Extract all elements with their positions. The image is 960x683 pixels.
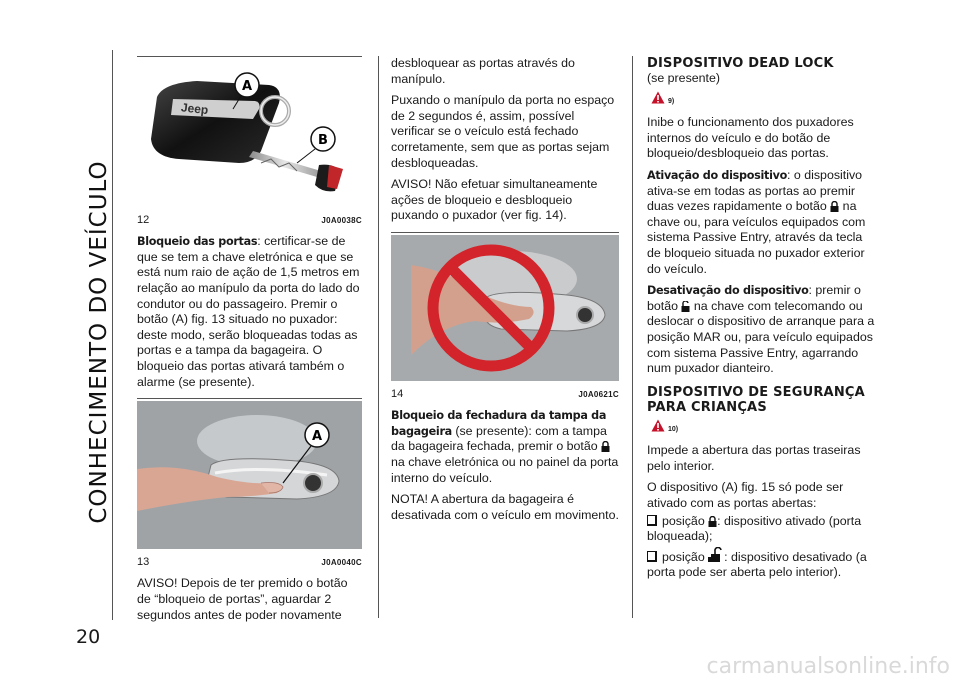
warning-icon <box>651 419 665 432</box>
paragraph-tailgate <box>391 408 619 486</box>
section-heading: DISPOSITIVO DE SEGURANÇA PARA CRIANÇAS <box>647 384 865 415</box>
bullet-item <box>647 547 875 581</box>
paragraph: Impede a abertura das portas traseiras pelo interior. <box>647 443 861 473</box>
watermark: carmanualsonline.info <box>706 654 950 679</box>
bullet-text: : dispositivo ativado (porta bloqueada); <box>647 513 862 544</box>
bullet-text: posição <box>662 549 709 564</box>
lock-icon <box>708 516 717 527</box>
prohibited-handle-image <box>391 235 619 381</box>
figure-caption <box>391 387 619 403</box>
figure-12 <box>137 56 362 228</box>
paragraph-text: : certificar-se de que se tem a chave eletrónica e que se está num raio de ação de 1,5 metros em relação ao manípulo da porta do lado do condutor ou do passageiro. Premir o botão (A) fig. 13 situado no puxador: deste modo, serão bloqueadas todas as portas e a tampa da bagageira. O bloqueio das portas ativará também o alarme (se presente). <box>137 234 360 389</box>
bullet-item <box>647 514 875 545</box>
paragraph-text: : o dispositivo ativa-se em todas as portas ao premir duas vezes rapidamente o botão <box>647 167 863 214</box>
column-divider <box>632 56 633 618</box>
paragraph: Puxando o manípulo da porta no espaço de 2 segundos é, assim, possível verificar se o veículo está fechado corretamente, sem que as portas sejam desbloqueadas. <box>391 93 615 170</box>
figure-number: 14 <box>391 387 404 400</box>
bold-term: Desativação do dispositivo <box>647 284 809 298</box>
bullet-marker <box>647 551 657 562</box>
paragraph: Inibe o funcionamento dos puxadores internos do veículo e do botão de bloqueio/desbloqueio das portas. <box>647 115 854 161</box>
paragraph-warning: AVISO! Depois de ter premido o botão de “bloqueio de portas”, aguardar 2 segundos antes de poder novamente <box>137 576 348 622</box>
bullet-text: : dispositivo desativado (a porta pode ser aberta pelo interior). <box>647 549 867 580</box>
label-b: B <box>318 133 328 148</box>
paragraph-activation <box>647 168 875 277</box>
paragraph-door-lock <box>137 234 362 390</box>
paragraph: AVISO! Não efetuar simultaneamente ações de bloqueio e desbloqueio puxando o puxador (ver fig. 14). <box>391 177 598 223</box>
column-divider <box>378 56 379 618</box>
paragraph-deactivation <box>647 283 875 377</box>
paragraph-text: na chave ou, para veículos equipados com sistema Passive Entry, através da tecla de bloqueio situada no puxador exterior do veículo. <box>647 199 866 276</box>
bold-term: Bloqueio da fechadura da tampa da bagageira <box>391 409 607 438</box>
figure-code: J0A0621C <box>578 389 619 399</box>
label-a: A <box>311 429 323 445</box>
label-a: A <box>241 79 253 94</box>
lock-icon <box>601 441 610 452</box>
figure-code: J0A0040C <box>321 557 362 567</box>
column-1 <box>137 56 362 629</box>
chapter-title: CONHECIMENTO DO VEÍCULO <box>86 160 112 524</box>
paragraph-text: (se presente): com a tampa da bagageira fechada, premir o botão <box>391 423 607 454</box>
section-subtitle: (se presente) <box>647 71 721 85</box>
warning-icon <box>651 91 665 104</box>
column-2 <box>391 56 619 529</box>
figure-caption <box>137 213 362 229</box>
paragraph-text: na chave eletrónica ou no painel da porta interno do veículo. <box>391 454 619 485</box>
figure-14 <box>391 232 619 402</box>
paragraph: O dispositivo (A) fig. 15 só pode ser ativado com as portas abertas: <box>647 480 844 511</box>
warning-ref-number: 10) <box>668 425 679 433</box>
warning-ref-number: 9) <box>668 97 675 105</box>
bold-term: Bloqueio das portas <box>137 235 258 249</box>
figure-caption <box>137 555 362 571</box>
paragraph-text: na chave com telecomando ou deslocar o dispositivo de arranque para a posição MAR ou, para veículo equipados com sistema Passive Entry, agarrando num puxador dianteiro. <box>647 298 875 376</box>
column-3 <box>647 56 875 587</box>
section-heading: DISPOSITIVO DEAD LOCK <box>647 56 834 71</box>
lock-icon <box>830 201 839 212</box>
figure-code: J0A0038C <box>321 215 362 225</box>
warning-reference <box>651 419 875 438</box>
figure-13 <box>137 398 362 570</box>
bullet-marker <box>647 515 657 526</box>
figure-number: 12 <box>137 213 150 226</box>
unlock-child-icon <box>708 547 724 563</box>
bullet-text: posição <box>662 513 709 528</box>
warning-reference <box>651 91 875 110</box>
door-handle-image <box>137 401 362 549</box>
page-number: 20 <box>76 626 101 648</box>
bold-term: Ativação do dispositivo <box>647 168 787 182</box>
paragraph: desbloquear as portas através do manípulo. <box>391 56 575 86</box>
figure-number: 13 <box>137 555 150 568</box>
side-divider <box>112 50 113 620</box>
paragraph-text: : premir o botão <box>647 283 861 313</box>
key-fob-image <box>137 59 362 207</box>
key-brand-label: Jeep <box>180 100 209 118</box>
paragraph-note: NOTA! A abertura da bagageira é desativada com o veículo em movimento. <box>391 492 619 522</box>
